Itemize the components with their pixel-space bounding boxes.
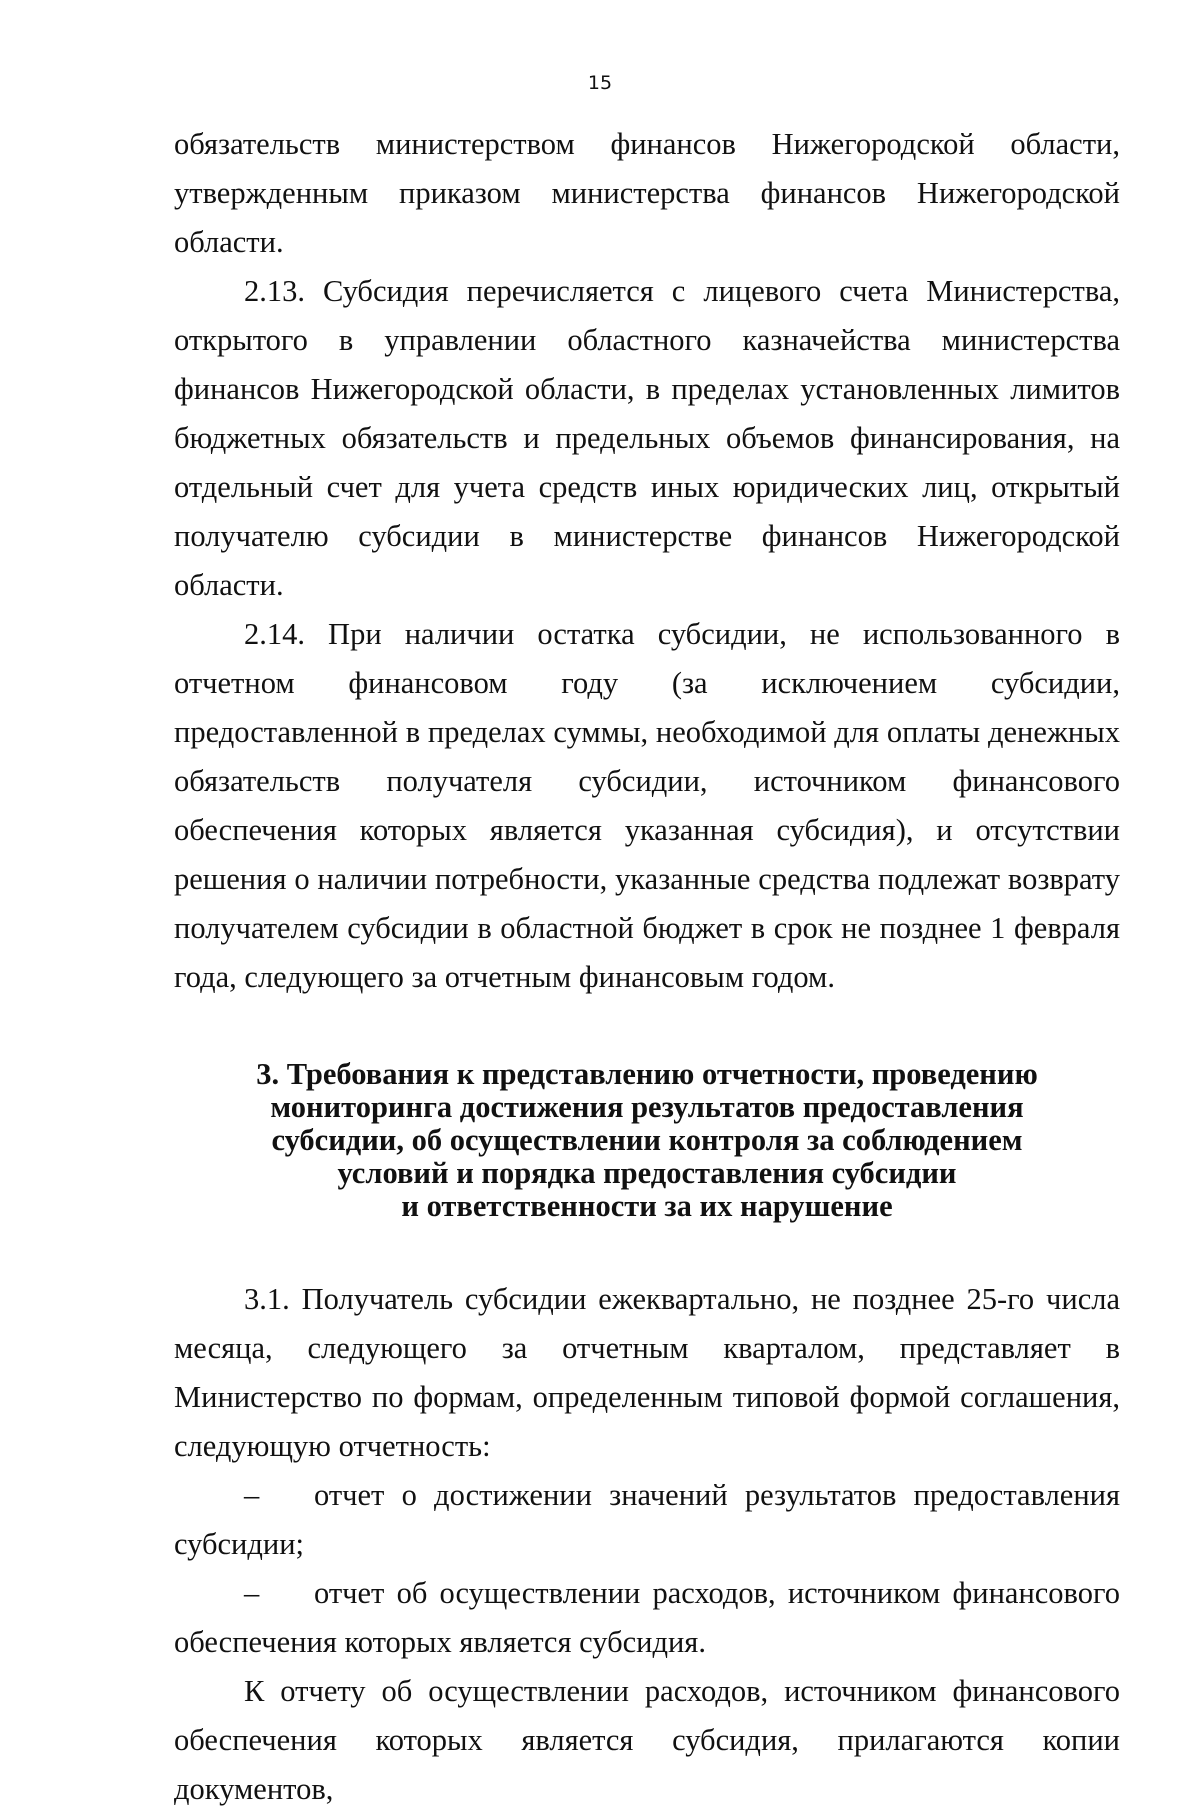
section-3-heading <box>174 1058 1120 1223</box>
paragraph-2-14: 2.14. При наличии остатка субсидии, не использованного в отчетном финансовом году (за исключением субсидии, предоставленной в пределах суммы, необходимой для оплаты денежных обязательств получателя субсидии, источником финансового обеспечения которых является указанная субсидия), и отсутствии решения о наличии потребности, указанные средства подлежат возврату получателем субсидии в областной бюджет в срок не позднее 1 февраля года, следующего за отчетным финансовым годом. <box>174 617 1120 994</box>
page-number: 15 <box>587 72 613 94</box>
section-heading-line: и ответственности за их нарушение <box>401 1189 893 1223</box>
dash-marker: – <box>244 1576 260 1610</box>
list-item-text: отчет об осуществлении расходов, источником финансового обеспечения которых является субсидия. <box>174 1576 1120 1659</box>
dash-marker: – <box>244 1478 260 1512</box>
section-heading-line: условий и порядка предоставления субсидии <box>337 1156 957 1190</box>
paragraph-2-13: 2.13. Субсидия перечисляется с лицевого счета Министерства, открытого в управлении областного казначейства министерства финансов Нижегородской области, в пределах установленных лимитов бюджетных обязательств и предельных объемов финансирования, на отдельный счет для учета средств иных юридических лиц, открытый получателю субсидии в министерстве финансов Нижегородской области. <box>174 274 1120 602</box>
list-item <box>174 1569 1120 1667</box>
section-heading-line: субсидии, об осуществлении контроля за соблюдением <box>271 1123 1023 1157</box>
section-heading-line: мониторинга достижения результатов предоставления <box>270 1090 1024 1124</box>
paragraph-attachments: К отчету об осуществлении расходов, источником финансового обеспечения которых является субсидия, прилагаются копии документов, <box>174 1674 1120 1806</box>
paragraph-3-1: 3.1. Получатель субсидии ежеквартально, не позднее 25-го числа месяца, следующего за отчетным кварталом, представляет в Министерство по формам, определенным типовой формой соглашения, следующую отчетность: <box>174 1282 1120 1463</box>
paragraph-intro: обязательств министерством финансов Нижегородской области, утвержденным приказом министерства финансов Нижегородской области. <box>174 127 1120 259</box>
section-heading-line: 3. Требования к представлению отчетности, проведению <box>256 1057 1038 1091</box>
list-item-text: отчет о достижении значений результатов предоставления субсидии; <box>174 1478 1120 1561</box>
list-item <box>174 1471 1120 1569</box>
document-body <box>174 120 1120 1814</box>
